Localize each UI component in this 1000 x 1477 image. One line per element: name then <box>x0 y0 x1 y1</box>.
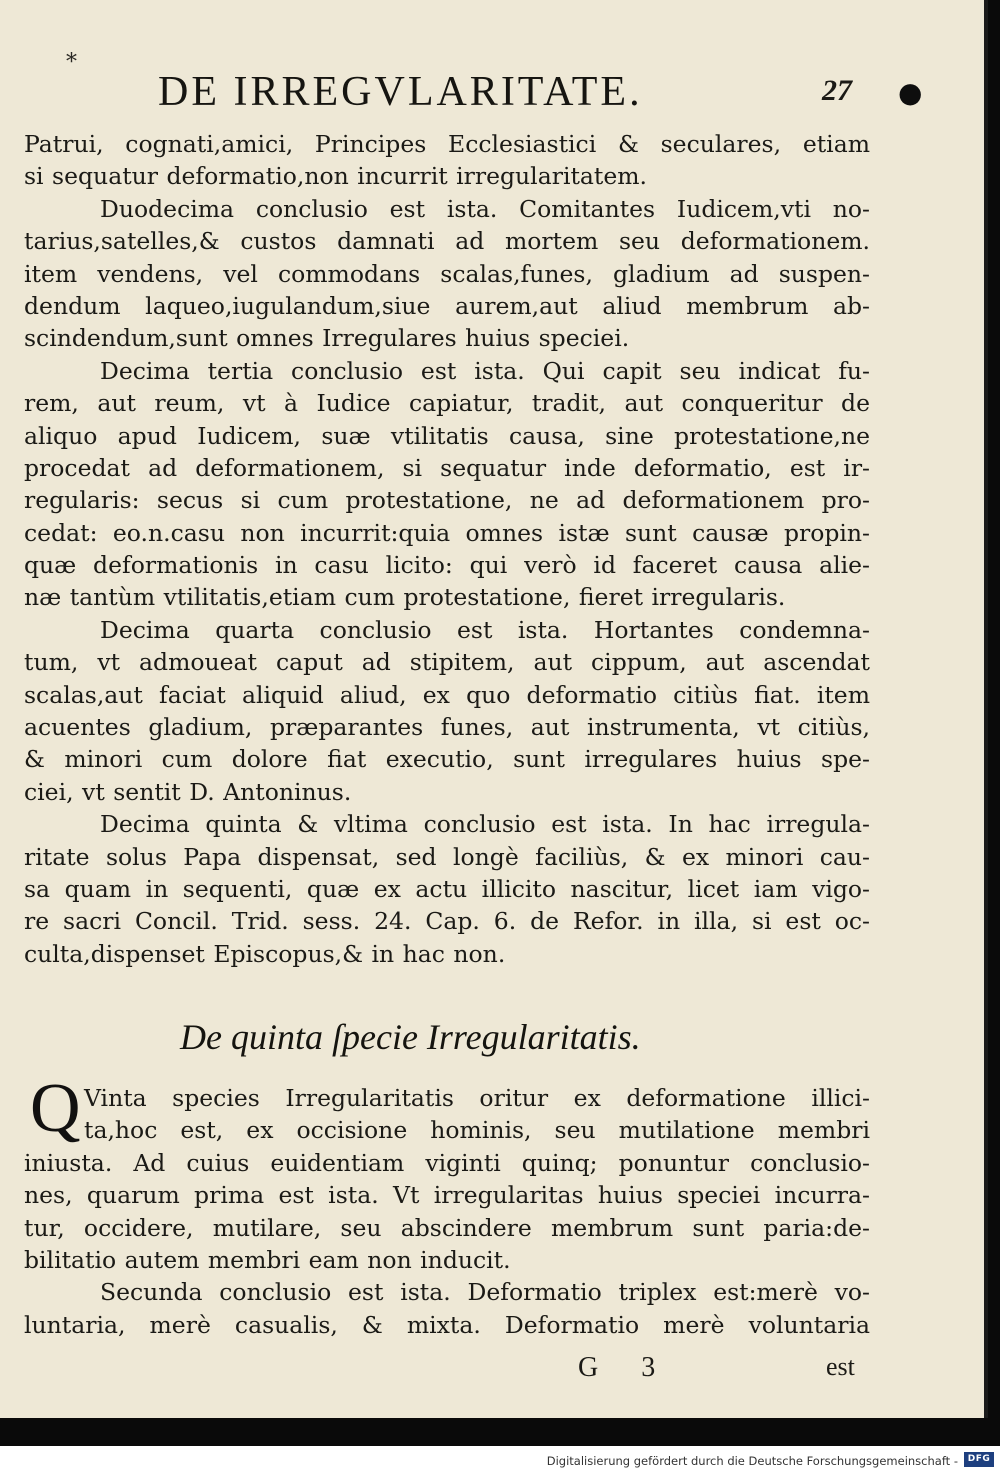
text-line: rem, aut reum, vt à Iudice capiatur, tradit, aut conqueritur de <box>24 389 870 418</box>
text-line: scindendum,sunt omnes Irregulares huius speciei. <box>24 324 630 353</box>
text-line: Duodecima conclusio est ista. Comitantes Iudicem,vti no- <box>100 194 870 223</box>
text-line: Decima quarta conclusio est ista. Hortantes condemna- <box>100 615 870 644</box>
signature-mark: G 3 <box>578 1352 674 1383</box>
text-line: næ tantùm vtilitatis,etiam cum protestatione, fieret irregularis. <box>24 583 786 612</box>
text-line: tarius,satelles,& custos damnati ad mortem seu deformationem. <box>24 227 870 256</box>
text-line: procedat ad deformationem, si sequatur inde deformatio, est ir- <box>24 453 870 482</box>
catchword: est <box>826 1352 855 1381</box>
funding-note: Digitalisierung gefördert durch die Deutsche Forschungsgemeinschaft - <box>546 1454 958 1468</box>
section-heading: De quinta ſpecie Irregularitatis. <box>180 1017 641 1057</box>
text-line: & minori cum dolore fiat executio, sunt irregulares huius spe- <box>24 745 870 774</box>
text-line: quæ deformationis in casu licito: qui verò id faceret causa alie- <box>24 551 870 580</box>
text-line: sa quam in sequenti, quæ ex actu illicito nascitur, licet iam vigo- <box>24 874 870 903</box>
text-line: si sequatur deformatio,non incurrit irregularitatem. <box>24 162 648 191</box>
text-line: Secunda conclusio est ista. Deformatio triplex est:merè vo- <box>100 1278 870 1307</box>
digitization-footer <box>0 1446 1000 1477</box>
text-line: dendum laqueo,iugulandum,siue aurem,aut aliud membrum ab- <box>24 291 870 320</box>
text-line: Decima quinta & vltima conclusio est ista. In hac irregula- <box>100 810 870 839</box>
text-line: nes, quarum prima est ista. Vt irregularitas huius speciei incurra- <box>24 1181 870 1210</box>
text-line: re sacri Concil. Trid. sess. 24. Cap. 6. de Refor. in illa, si est oc- <box>24 907 870 936</box>
text-line: regularis: secus si cum protestatione, ne ad deformationem pro- <box>24 486 870 515</box>
text-line: culta,dispenset Episcopus,& in hac non. <box>24 939 506 968</box>
running-head <box>0 50 988 122</box>
text-line: item vendens, vel commodans scalas,funes, gladium ad suspen- <box>24 259 870 288</box>
text-line: iniusta. Ad cuius euidentiam viginti quinq; ponuntur conclusio- <box>24 1148 870 1177</box>
ornament-dot-icon: ● <box>898 76 923 109</box>
section-body <box>24 1082 870 1341</box>
text-line: tur, occidere, mutilare, seu abscindere membrum sunt paria:de- <box>24 1213 870 1242</box>
text-line: Patrui, cognati,amici, Principes Ecclesiastici & seculares, etiam <box>24 130 870 158</box>
text-line: luntaria, merè casualis, & mixta. Deformatio merè voluntaria <box>24 1310 870 1339</box>
text-line: cedat: eo.n.casu non incurrit:quia omnes istæ sunt causæ propin- <box>24 518 870 547</box>
body-text <box>24 128 870 970</box>
page-number: 27 <box>822 74 852 107</box>
text-line: Vinta species Irregularitatis oritur ex deformatione illici- <box>84 1084 870 1112</box>
text-line: acuentes gladium, præparantes funes, aut instrumenta, vt citiùs, <box>24 713 870 742</box>
text-line: ta,hoc est, ex occisione hominis, seu mutilatione membri <box>84 1116 870 1145</box>
text-line: ciei, vt sentit D. Antoninus. <box>24 777 352 806</box>
text-line: bilitatio autem membri eam non inducit. <box>24 1245 511 1274</box>
text-line: Decima tertia conclusio est ista. Qui capit seu indicat fu- <box>100 356 870 385</box>
dfg-logo-icon: DFG <box>964 1452 994 1467</box>
ornament-star-icon: * <box>66 50 77 75</box>
text-line: tum, vt admoueat caput ad stipitem, aut cippum, aut ascendat <box>24 648 870 677</box>
text-line: scalas,aut faciat aliquid aliud, ex quo deformatio citiùs fiat. item <box>24 680 870 709</box>
text-line: aliquo apud Iudicem, suæ vtilitatis causa, sine protestatione,ne <box>24 421 870 450</box>
text-line: ritate solus Papa dispensat, sed longè faciliùs, & ex minori cau- <box>24 842 870 871</box>
drop-cap: Q <box>30 1070 81 1147</box>
running-title: DE IRREGVLARITATE. <box>158 69 643 115</box>
